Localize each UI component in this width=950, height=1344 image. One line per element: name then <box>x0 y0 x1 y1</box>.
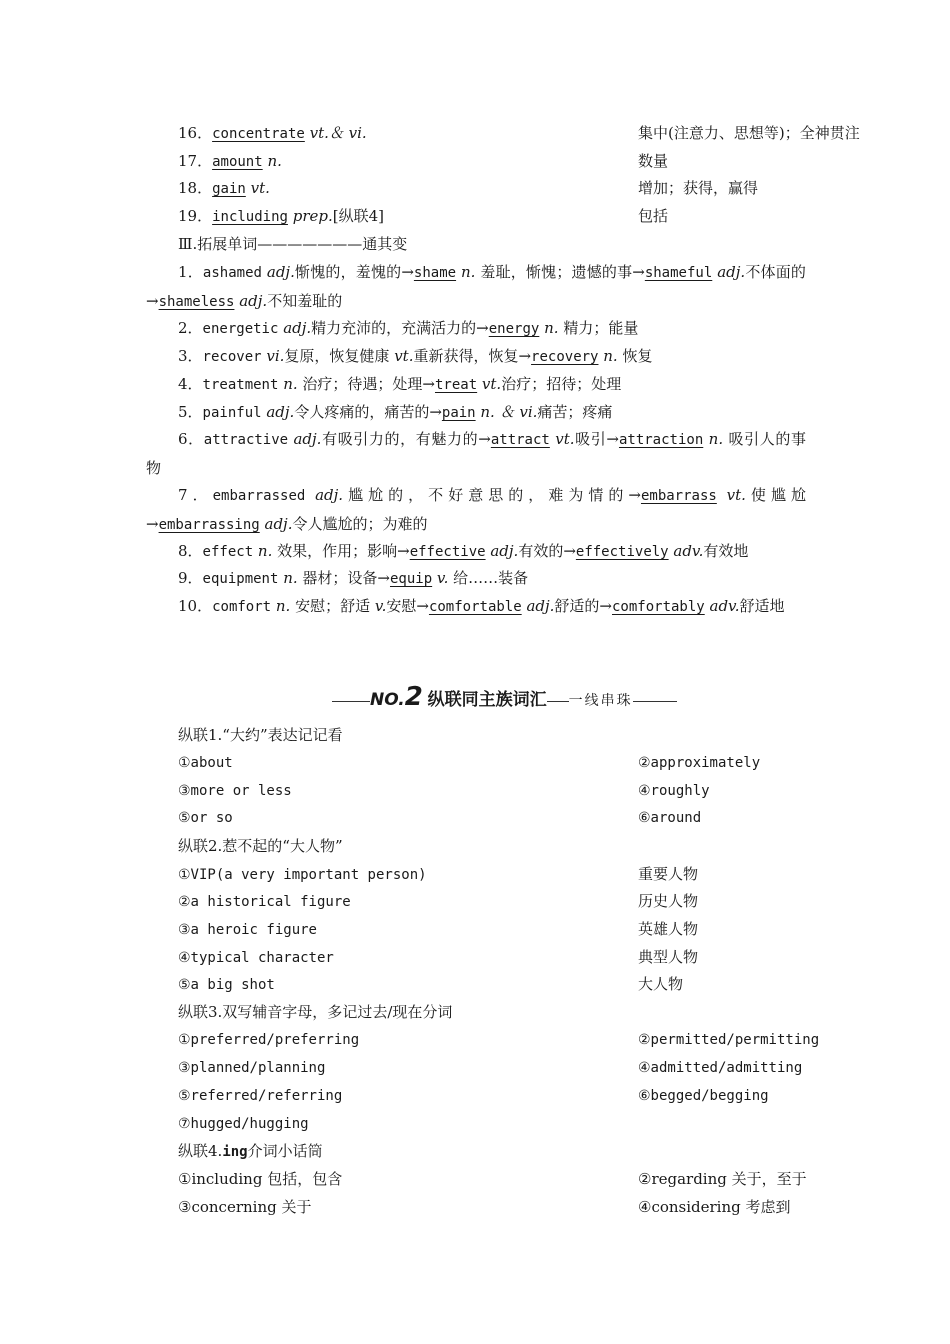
section-title: Ⅲ.拓展单词———————通其变 <box>178 235 408 253</box>
item-number: 19． <box>178 207 213 225</box>
meaning: 包括 <box>638 207 669 225</box>
part-of-speech: vt. <box>250 179 270 197</box>
list-row: ⑦hugged/hugging <box>178 1116 309 1132</box>
item-number: 17． <box>178 152 213 170</box>
divider <box>332 701 370 702</box>
list-row: ④typical character 典型人物 <box>178 948 699 966</box>
heading-prefix: NO. <box>370 690 405 710</box>
group-title: 纵联2.惹不起的“大人物” <box>178 837 343 855</box>
heading-title: 纵联同主族词汇 <box>427 690 547 710</box>
divider <box>547 701 569 702</box>
ext-item: 1．ashamed adj.惭愧的，羞愧的→shame n. 羞耻，惭愧；遗憾的事→shameful adj.不体面的→shameless adj.不知羞耻的 <box>146 263 806 310</box>
item-number: 18． <box>178 179 213 197</box>
list-row: ②a historical figure 历史人物 <box>178 892 699 910</box>
ext-item: 4．treatment n. 治疗；待遇；处理→treat vt.治疗；招待；处理 <box>178 375 622 393</box>
heading-subtitle: 一线串珠 <box>568 693 633 709</box>
vocab-row <box>178 205 669 227</box>
ext-item: 9．equipment n. 器材；设备→equip v. 给……装备 <box>178 569 529 587</box>
meaning: 集中(注意力、思想等)；全神贯注 <box>638 124 860 142</box>
part-of-speech: n. <box>267 152 282 170</box>
list-row: ③concerning 关于 ④considering 考虑到 <box>178 1198 791 1216</box>
list-row: ①including 包括，包含 ②regarding 关于，至于 <box>178 1170 807 1188</box>
meaning: 增加；获得，赢得 <box>638 179 759 197</box>
list-row: ③a heroic figure 英雄人物 <box>178 920 699 938</box>
list-row: ⑤referred/referring ⑥begged/begging <box>178 1088 769 1104</box>
vocab-row <box>178 177 759 199</box>
group-title: 纵联4.ing介词小话筒 <box>178 1142 323 1160</box>
ext-item: 6．attractive adj.有吸引力的，有魅力的→attract vt.吸引→attraction n. 吸引人的事物 <box>146 430 806 477</box>
vocab-row <box>178 150 669 172</box>
cross-reference: [纵联4] <box>332 207 385 225</box>
heading-number: 2 <box>404 682 423 712</box>
list-row: ①about ②approximately <box>178 755 761 771</box>
divider <box>633 701 677 702</box>
list-row: ③planned/planning ④admitted/admitting <box>178 1060 803 1076</box>
list-row: ①preferred/preferring ②permitted/permitting <box>178 1032 820 1048</box>
item-number: 16． <box>178 124 213 142</box>
list-row: ①VIP(a very important person) 重要人物 <box>178 865 699 883</box>
answer-word: gain <box>212 181 246 197</box>
list-row: ③more or less ④roughly <box>178 783 710 799</box>
ext-item: 7．embarrassed adj.尴尬的，不好意思的，难为情的→embarrass vt.使尴尬→embarrassing adj.令人尴尬的；为难的 <box>146 486 806 533</box>
part-of-speech: prep. <box>292 207 333 225</box>
list-row: ⑤a big shot 大人物 <box>178 975 684 993</box>
answer-word: amount <box>212 154 263 170</box>
ext-item: 3．recover vi.复原，恢复健康 vt.重新获得，恢复→recovery n. 恢复 <box>178 347 653 365</box>
answer-word: including <box>212 209 288 225</box>
ext-item: 5．painful adj.令人疼痛的，痛苦的→pain n. ＆ vi.痛苦；疼痛 <box>178 403 613 421</box>
answer-word: concentrate <box>212 126 305 142</box>
vocab-row <box>178 122 860 144</box>
section-heading <box>332 682 677 712</box>
meaning: 数量 <box>638 152 669 170</box>
list-row: ⑤or so ⑥around <box>178 810 702 826</box>
group-title: 纵联3.双写辅音字母，多记过去/现在分词 <box>178 1003 453 1021</box>
group-title: 纵联1.“大约”表达记记看 <box>178 726 343 744</box>
ext-item: 10．comfort n. 安慰；舒适 v.安慰→comfortable adj.舒适的→comfortably adv.舒适地 <box>178 597 785 615</box>
ext-item: 8．effect n. 效果，作用；影响→effective adj.有效的→effectively adv.有效地 <box>178 542 749 560</box>
part-of-speech: vt.＆ vi. <box>309 124 367 142</box>
ext-item: 2．energetic adj.精力充沛的，充满活力的→energy n. 精力；能量 <box>178 319 639 337</box>
